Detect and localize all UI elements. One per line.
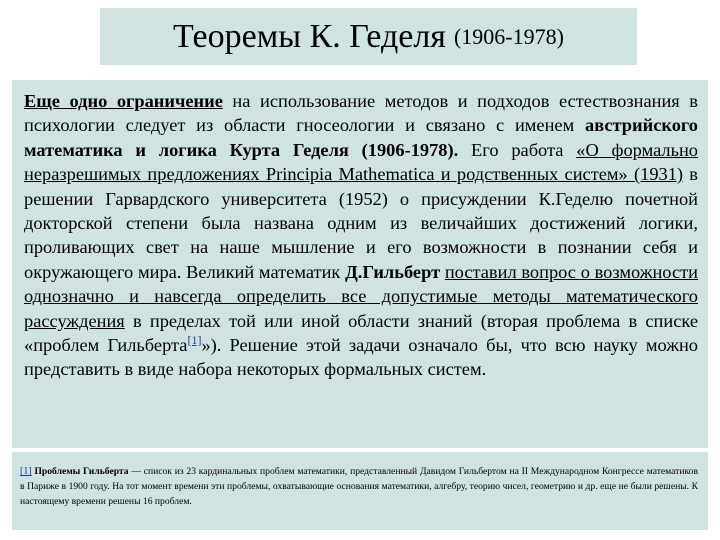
goedel-name: австрийского математика и логика Курта Геделя (1906-1978). — [24, 115, 698, 160]
body-segment: в решении Гарвардского университета (1952) о присуждении К.Геделю почетной докторской степени была названа одним из величайших достижений логики, проливающих свет на наше мышление и его возможности в познании себя и окружающего мира. Великий математик — [24, 164, 698, 282]
footnote-term: Проблемы Гильберта — [31, 466, 129, 477]
main-paragraph — [24, 89, 698, 382]
footnote-ref-link[interactable]: [1] — [187, 332, 202, 347]
main-text-panel — [12, 80, 708, 448]
title-years: (1906-1978) — [453, 23, 564, 49]
footnote-anchor-link[interactable]: [1] — [20, 466, 32, 477]
footnote-text: — список из 23 кардинальных проблем математики, представленный Давидом Гильбертом на II Международном Конгрессе математиков в Париже в 1900 году. На тот момент времени эти проблемы, охватывающие основания математики, алгебру, теорию чисел, геометрию и др. еще не были решены. К настоящему времени решены 16 проблем. — [20, 466, 699, 508]
page-title: Теоремы К. Геделя — [173, 17, 446, 55]
title-banner — [100, 8, 637, 65]
body-segment: Его работа — [458, 139, 577, 160]
hilbert-name: Д.Гильберт — [345, 261, 441, 282]
body-segment: в пределах той или иной области знаний (вторая проблема в списке «проблем Гильберта — [24, 310, 698, 356]
body-segment: »). Решение этой задачи означало бы, что всю науку можно представить в виде набора некоторых формальных систем. — [24, 335, 698, 380]
lead-phrase: Еще одно ограничение — [24, 91, 223, 111]
footnote-panel — [12, 452, 708, 530]
body-segment: на использование методов и подходов естествознания в психологии следует из области гносеологии и связано с именем — [24, 91, 698, 136]
hilbert-question: поставил вопрос о возможности однозначно и навсегда определить все допустимые методы математического рассуждения — [24, 261, 698, 331]
footnote-paragraph — [20, 464, 698, 510]
work-title: «О формально неразрешимых предложениях Principia Mathematica и родственных систем» (1931) — [24, 139, 699, 185]
